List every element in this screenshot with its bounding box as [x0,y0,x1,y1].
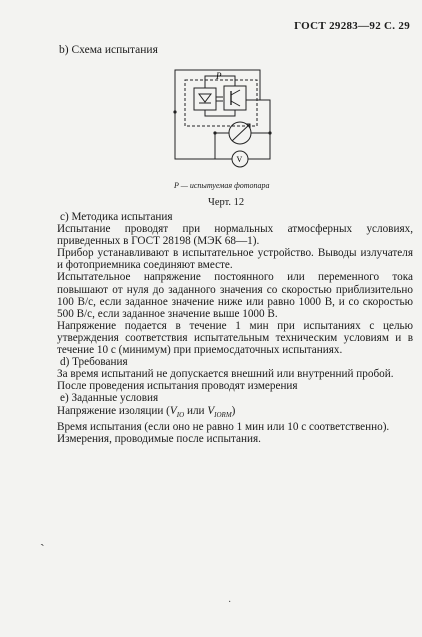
p-label: P [216,71,222,81]
paragraph: Время испытания (если оно не равно 1 мин или 10 с соответственно). [57,420,390,433]
page-header: ГОСТ 29283—92 С. 29 [294,20,410,32]
paragraph: За время испытаний не допускается внешний или внутренний пробой. [57,368,394,381]
section-e-heading: e) Заданные условия [60,392,159,405]
stray-mark: · [228,597,232,608]
body-text [57,211,413,445]
section-c-heading: c) Методика испытания [60,211,173,223]
test-circuit-diagram [160,64,280,174]
paragraph: Прибор устанавливают в испытательное устройство. Выводы излучателя и фотоприемника соединяют вместе. [57,247,413,272]
paragraph: Испытание проводят при нормальных атмосферных условиях, приведенных в ГОСТ 28198 (МЭК 68—1). [57,223,413,248]
v-label: V [236,155,243,164]
figure-caption: P — испытуемая фотопара [174,181,270,190]
paragraph: Напряжение подается в течение 1 мин при испытаниях с целью утверждения соответствия испытательным техническим условиям и в течение 10 с (минимум) при приемосдаточных испытаниях. [57,319,413,357]
voltage-line: Напряжение изоляции ($V_{IO}$ или $V_{IORM}$) [57,404,236,419]
paragraph: Испытательное напряжение постоянного или переменного тока повышают от нуля до заданного значения со скоростью приблизительно 100 В/с, если заданное значение ниже или равно 1000 В, и со скоростью 500 В/с, если заданное значение выше 1000 В. [57,271,413,320]
figure-label: Черт. 12 [208,197,245,208]
paragraph: После проведения испытания проводят измерения [57,380,298,393]
section-b-heading: b) Схема испытания [59,44,158,56]
paragraph: Измерения, проводимые после испытания. [57,432,261,445]
stray-mark: ˎ [40,532,45,547]
section-d-heading: d) Требования [60,356,128,369]
